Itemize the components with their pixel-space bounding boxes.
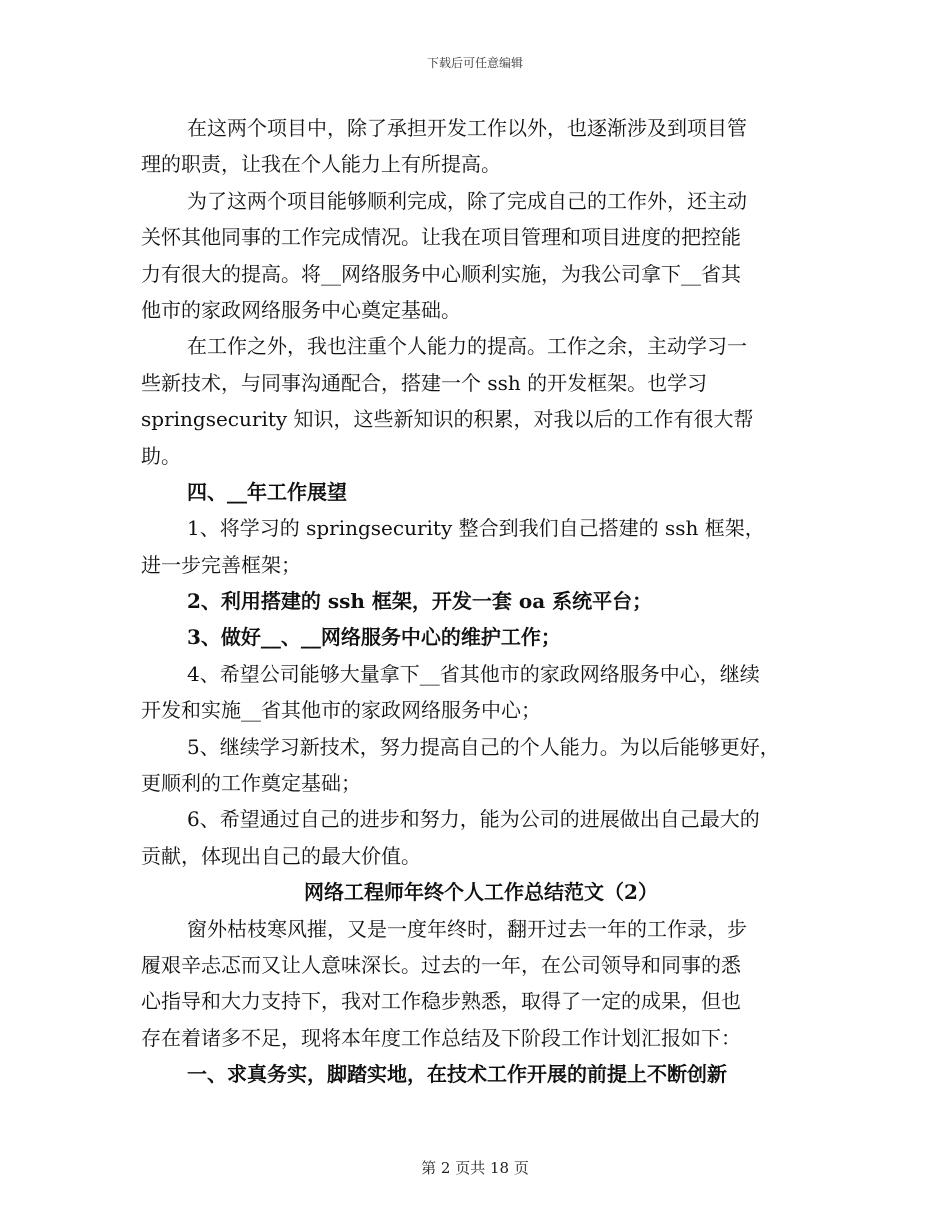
text-line-3: 为了这两个项目能够顺利完成，除了完成自己的工作外，还主动 bbox=[187, 188, 747, 213]
text-line-14: 2、利用搭建的 ssh 框架，开发一套 oa 系统平台； bbox=[187, 589, 653, 614]
text-line-9: springsecurity 知识，这些新知识的积累，对我以后的工作有很大帮 bbox=[141, 407, 754, 432]
text-line-4: 关怀其他同事的工作完成情况。让我在项目管理和项目进度的把控能 bbox=[141, 225, 741, 250]
text-line-5: 力有很大的提高。将__网络服务中心顺利实施，为我公司拿下__省其 bbox=[141, 261, 741, 286]
text-line-12: 1、将学习的 springsecurity 整合到我们自己搭建的 ssh 框架， bbox=[187, 516, 765, 541]
text-line-2: 理的职责，让我在个人能力上有所提高。 bbox=[141, 152, 501, 177]
text-line-16: 4、希望公司能够大量拿下__省其他市的家政网络服务中心，继续 bbox=[187, 661, 760, 686]
section-heading-2: 一、求真务实，脚踏实地，在技术工作开展的前提上不断创新 bbox=[187, 1062, 727, 1087]
text-line-7: 在工作之外，我也注重个人能力的提高。工作之余，主动学习一 bbox=[187, 334, 747, 359]
text-line-10: 助。 bbox=[141, 443, 181, 468]
text-line-19: 更顺利的工作奠定基础； bbox=[141, 771, 361, 796]
text-line-8: 些新技术，与同事沟通配合，搭建一个 ssh 的开发框架。也学习 bbox=[141, 370, 708, 395]
text-line-26: 存在着诸多不足，现将本年度工作总结及下阶段工作计划汇报如下： bbox=[141, 1025, 741, 1050]
text-line-17: 开发和实施__省其他市的家政网络服务中心； bbox=[141, 698, 541, 723]
text-line-15: 3、做好__、__网络服务中心的维护工作； bbox=[187, 625, 561, 650]
section-heading: 四、__年工作展望 bbox=[187, 479, 347, 504]
text-line-13: 进一步完善框架； bbox=[141, 552, 301, 577]
text-line-6: 他市的家政网络服务中心奠定基础。 bbox=[141, 297, 461, 322]
text-line-21: 贡献，体现出自己的最大价值。 bbox=[141, 843, 421, 868]
text-line-20: 6、希望通过自己的进步和努力，能为公司的进展做出自己最大的 bbox=[187, 807, 760, 832]
document-body bbox=[141, 110, 821, 1093]
page-footer: 第 2 页共 18 页 bbox=[421, 1159, 529, 1177]
text-line-24: 履艰辛忐忑而又让人意味深长。过去的一年，在公司领导和同事的悉 bbox=[141, 952, 741, 977]
article-title: 网络工程师年终个人工作总结范文（2） bbox=[304, 880, 658, 905]
page-header: 下载后可任意编辑 bbox=[426, 56, 523, 70]
text-line-1: 在这两个项目中，除了承担开发工作以外，也逐渐涉及到项目管 bbox=[187, 116, 747, 140]
text-line-25: 心指导和大力支持下，我对工作稳步熟悉，取得了一定的成果，但也 bbox=[141, 989, 741, 1014]
text-line-23: 窗外枯枝寒风摧，又是一度年终时，翻开过去一年的工作录，步 bbox=[187, 916, 747, 941]
text-line-18: 5、继续学习新技术，努力提高自己的个人能力。为以后能够更好， bbox=[187, 734, 780, 759]
